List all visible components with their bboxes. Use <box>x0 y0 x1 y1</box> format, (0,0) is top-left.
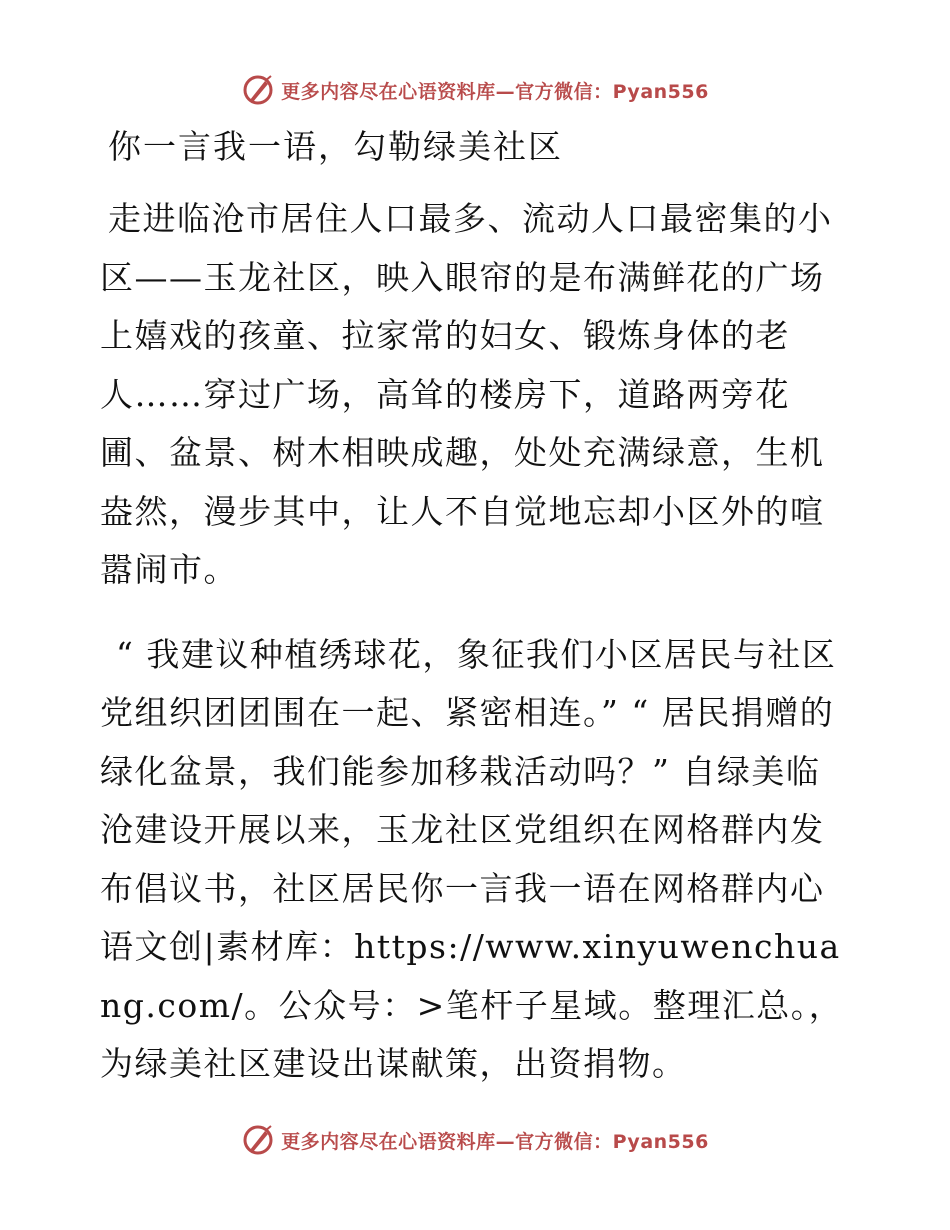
header-banner-text: 更多内容尽在心语资料库—官方微信：Pyan556 <box>281 80 709 103</box>
header-banner <box>0 70 950 110</box>
article-title: 你一言我一语，勾勒绿美社区 <box>108 127 563 166</box>
footer-banner <box>0 1120 950 1160</box>
quill-circle-icon <box>241 73 275 107</box>
quill-circle-icon <box>241 1123 275 1157</box>
article-paragraph-2: “ 我建议种植绣球花，象征我们小区居民与社区党组织团团围在一起、紧密相连。” “ 居民捐赠的绿化盆景，我们能参加移栽活动吗？” 自绿美临沧建设开展以来，玉龙社区党组织在网格群内发布倡议书，社区居民你一言我一语在网格群内心语文创|素材库：https://www.xinyuwenchuang.com/。公众号：>笔杆子星域。整理汇总。，为绿美社区建设出谋献策，出资捐物。 <box>100 634 844 1083</box>
article <box>100 118 850 1094</box>
footer-banner-text: 更多内容尽在心语资料库—官方微信：Pyan556 <box>281 1130 709 1153</box>
article-paragraph-1: 走进临沧市居住人口最多、流动人口最密集的小区——玉龙社区，映入眼帘的是布满鲜花的广场上嬉戏的孩童、拉家常的妇女、锻炼身体的老人……穿过广场，高耸的楼房下，道路两旁花圃、盆景、树木相映成趣，处处充满绿意，生机盎然，漫步其中，让人不自觉地忘却小区外的喧嚣闹市。 <box>100 199 833 589</box>
